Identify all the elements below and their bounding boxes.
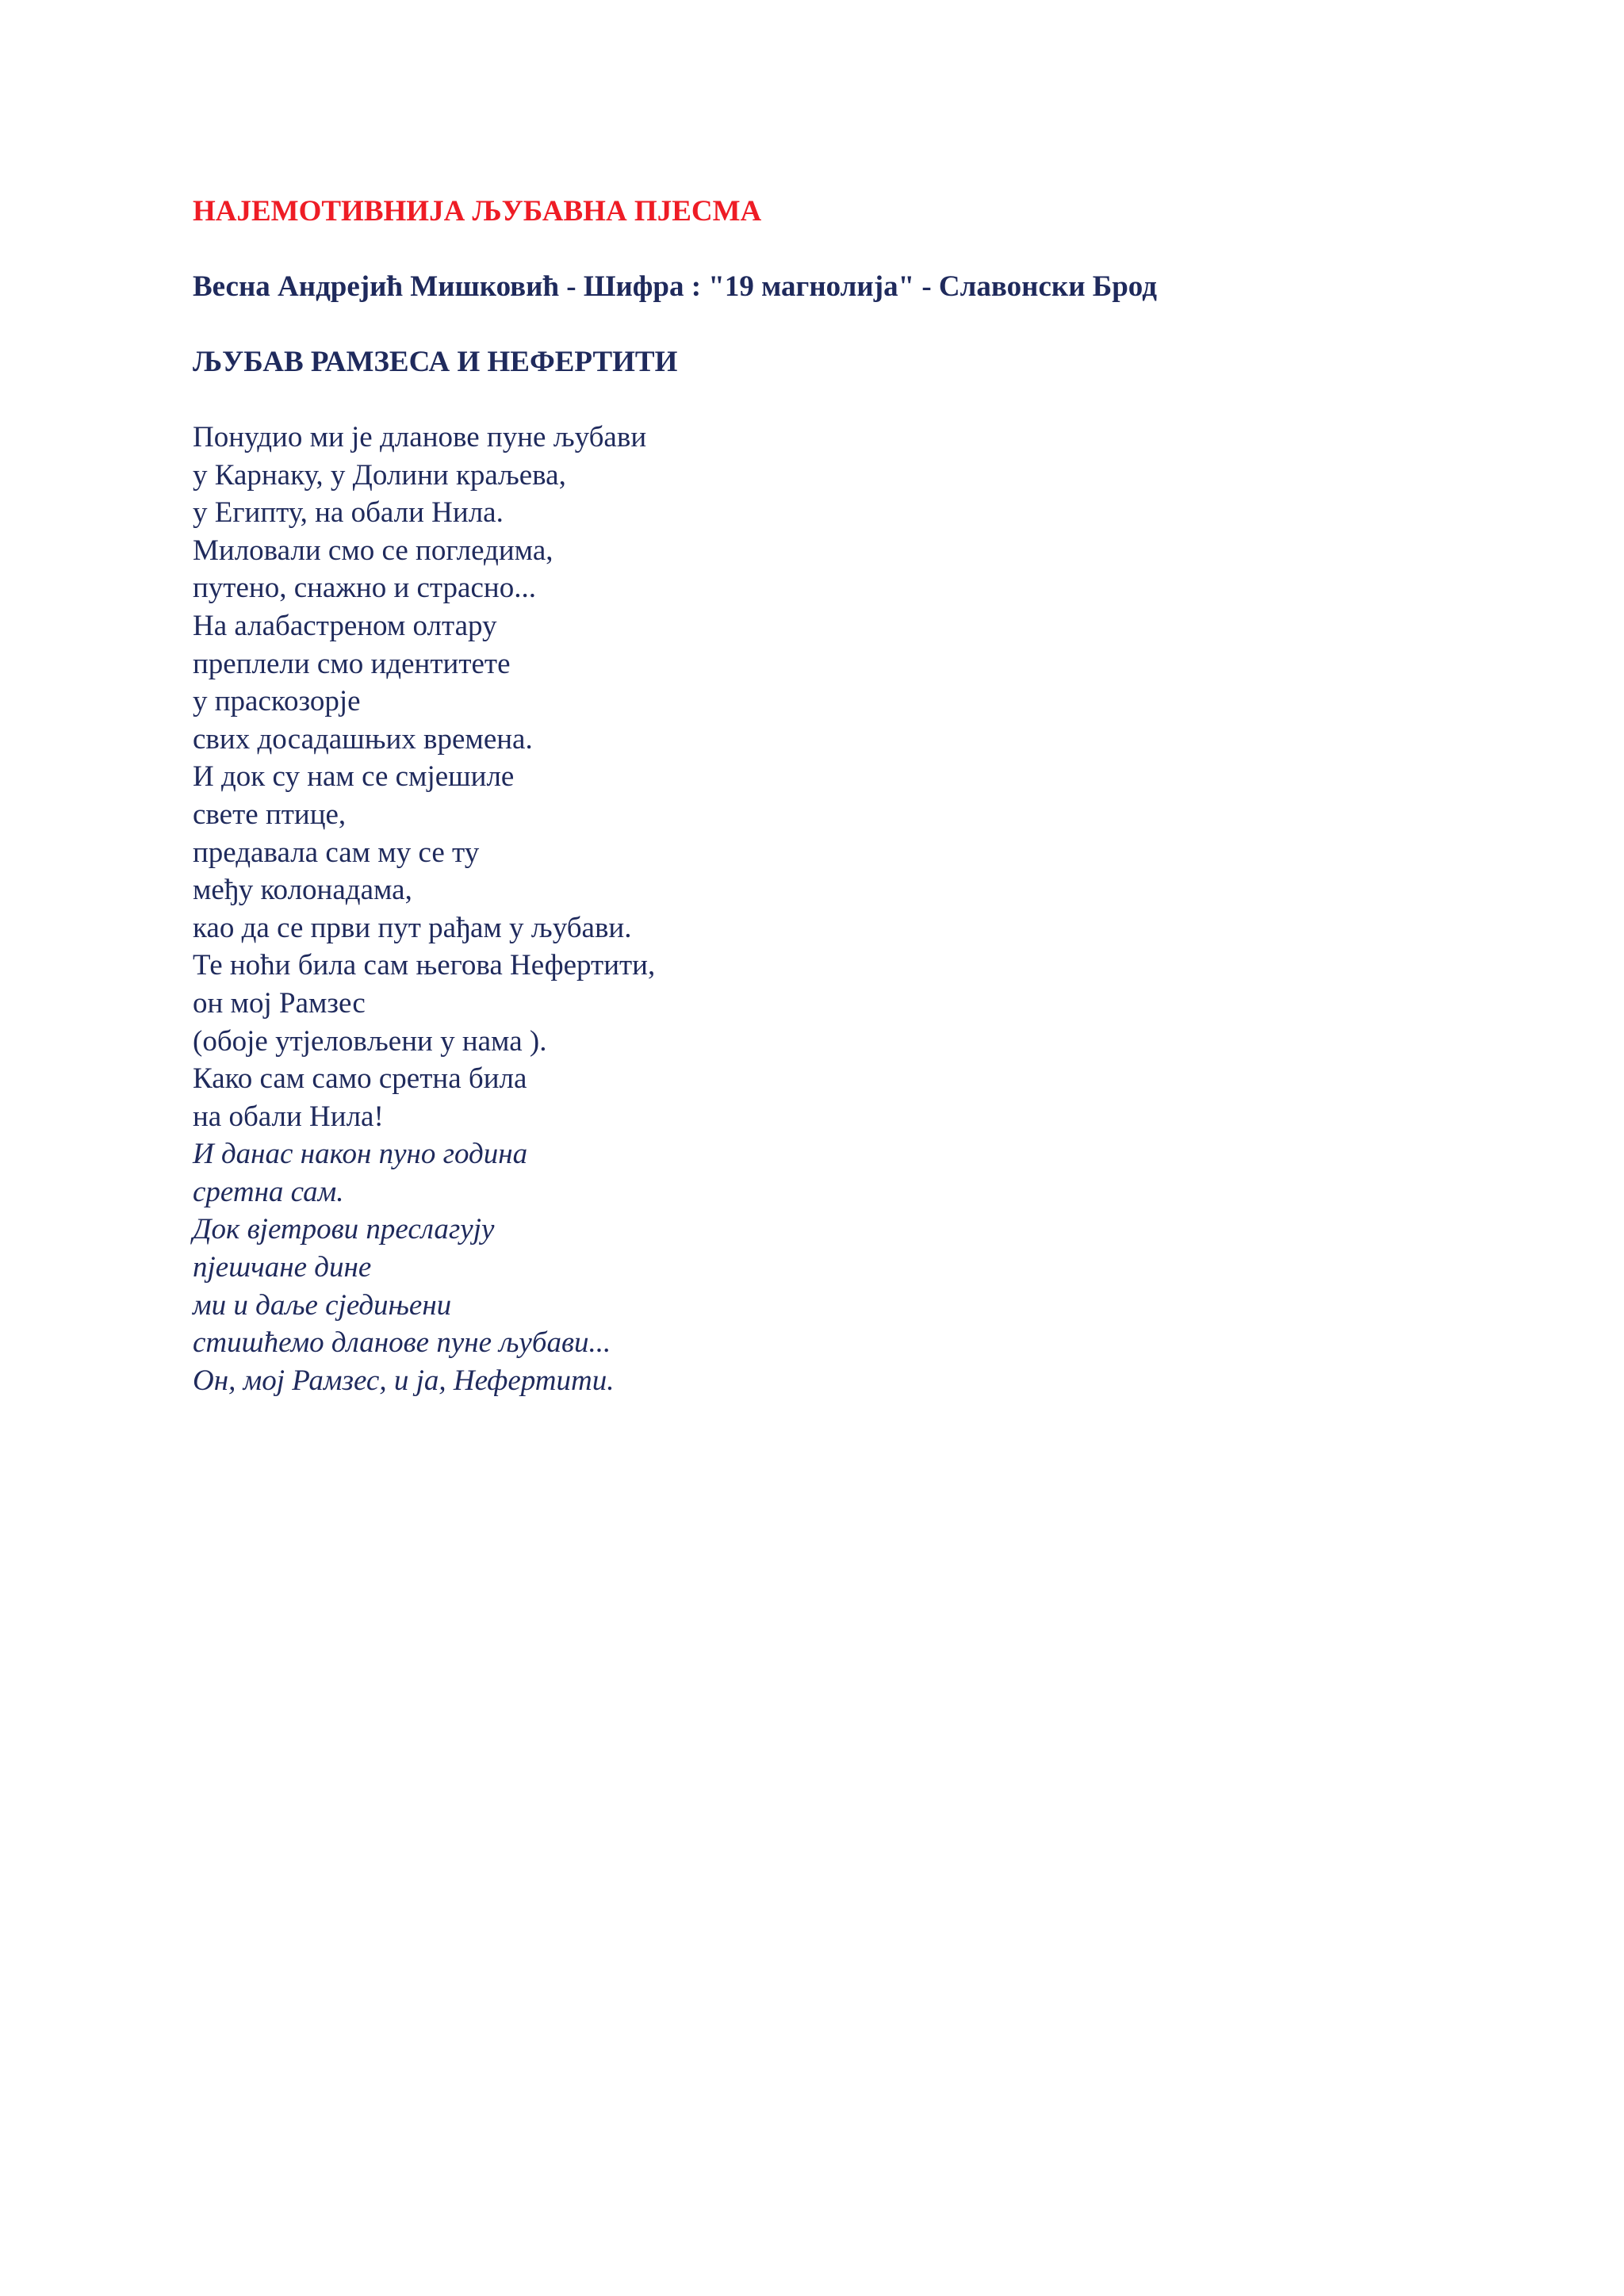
poem-line-italic: стишћемо дланове пуне љубави... [193, 1326, 611, 1360]
poem-line-italic: Он, мој Рамзес, и ја, Нефертити. [193, 1364, 615, 1397]
poem-line: међу колонадама, [193, 874, 412, 907]
poem-line: Понудио ми је дланове пуне љубави [193, 421, 647, 453]
poem-line: преплели смо идентитете [193, 647, 511, 680]
poem-line: на обали Нила! [193, 1100, 384, 1133]
poem-line: Миловали смо се погледима, [193, 534, 553, 567]
poem-line: у праскозорје [193, 685, 361, 718]
poem-line-italic: сретна сам. [193, 1175, 344, 1208]
competition-title: НАЈЕМОТИВНИЈА ЉУБАВНА ПЈЕСМА [193, 195, 762, 228]
document-content [193, 192, 1541, 1399]
poem-line: На алабастреном олтару [193, 609, 497, 642]
poem-line: И док су нам се смјешиле [193, 760, 515, 794]
poem-line: у Египту, на обали Нила. [193, 496, 504, 530]
author-line: Весна Андрејић Мишковић - Шифра : "19 магнолија" - Славонски Брод [193, 270, 1157, 303]
poem-line: свих досадашњих времена. [193, 722, 533, 756]
poem-body [193, 419, 1541, 1399]
poem-line: Како сам само сретна била [193, 1062, 527, 1096]
poem-line: (обоје утјеловљени у нама ). [193, 1024, 547, 1058]
poem-line: у Карнаку, у Долини краљева, [193, 458, 566, 492]
poem-line: Те ноћи била сам његова Нефертити, [193, 949, 656, 982]
poem-line: путено, снажно и страсно... [193, 572, 536, 605]
poem-line-italic: ми и даље сједињени [193, 1288, 452, 1322]
poem-line: као да се први пут рађам у љубави. [193, 911, 632, 944]
poem-line: предавала сам му се ту [193, 836, 480, 869]
poem-line: он мој Рамзес [193, 986, 366, 1020]
poem-line-italic: пјешчане дине [193, 1251, 372, 1284]
poem-line: свете птице, [193, 798, 347, 831]
poem-title: ЉУБАВ РАМЗЕСА И НЕФЕРТИТИ [193, 346, 678, 378]
poem-line-italic: И данас након пуно година [193, 1138, 528, 1171]
poem-line-italic: Док вјетрови преслагују [193, 1213, 495, 1246]
